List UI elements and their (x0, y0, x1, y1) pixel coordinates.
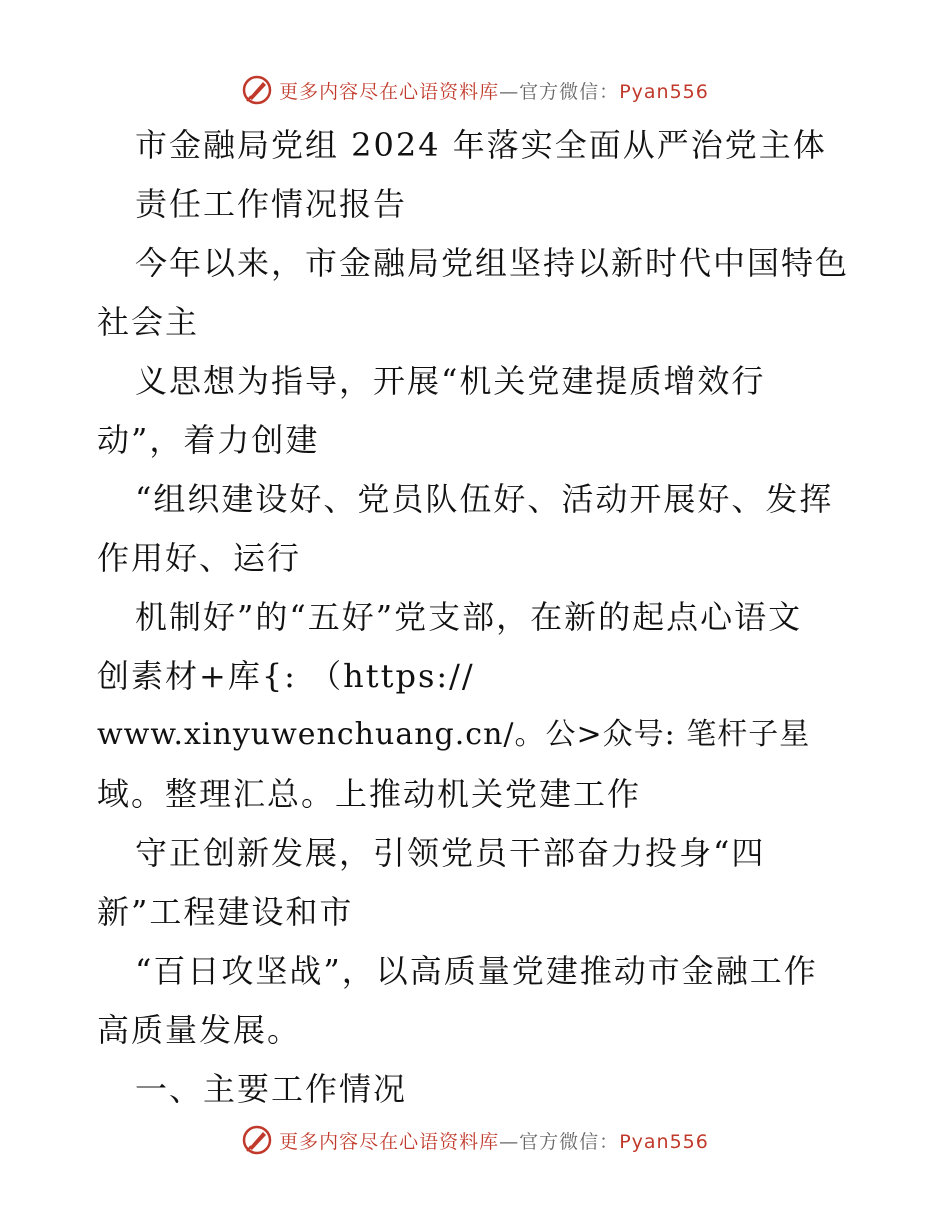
doc-text-line: “百日攻坚战”，以高质量党建推动市金融工作 (135, 952, 818, 990)
doc-text-line: “组织建设好、党员队伍好、活动开展好、发挥 (135, 480, 834, 518)
doc-text-line-url: www.xinyuwenchuang.cn/。公>众号: 笔杆子星 (97, 717, 811, 752)
doc-text-line: 域。整理汇总。上推动机关党建工作 (97, 775, 642, 813)
doc-text-line: 机制好”的“五好”党支部，在新的起点心语文 (135, 598, 803, 636)
watermark-id: Pyan556 (619, 1130, 709, 1153)
watermark-footer (0, 1120, 950, 1160)
doc-text-line: 作用好、运行 (97, 539, 302, 577)
watermark-label: 官方微信： (519, 80, 620, 103)
doc-text-line: 创素材+库{: （https:// (97, 657, 475, 695)
doc-title-line-1: 市金融局党组 2024 年落实全面从严治党主体 (135, 126, 827, 164)
section-heading: 一、主要工作情况 (135, 1070, 408, 1108)
watermark-text (279, 1127, 709, 1154)
doc-text-line: 今年以来，市金融局党组坚持以新时代中国特色 (135, 244, 850, 282)
doc-text-line: 守正创新发展，引领党员干部奋力投身“四 (135, 834, 766, 872)
doc-text-line: 动”，着力创建 (97, 421, 320, 459)
watermark-brand: 更多内容尽在心语资料库 (279, 1130, 500, 1153)
watermark-separator: — (499, 1130, 520, 1153)
doc-text-line: 新”工程建设和市 (97, 893, 354, 931)
doc-title-line-2: 责任工作情况报告 (135, 185, 408, 223)
doc-text-line: 社会主 (97, 303, 200, 341)
watermark-separator: — (499, 80, 520, 103)
watermark-id: Pyan556 (619, 80, 709, 103)
watermark-brand: 更多内容尽在心语资料库 (279, 80, 500, 103)
watermark-label: 官方微信： (519, 1130, 620, 1153)
doc-text-line: 义思想为指导，开展“机关党建提质增效行 (135, 362, 766, 400)
quill-logo-icon (241, 1124, 273, 1156)
doc-text-line: 高质量发展。 (97, 1011, 302, 1049)
